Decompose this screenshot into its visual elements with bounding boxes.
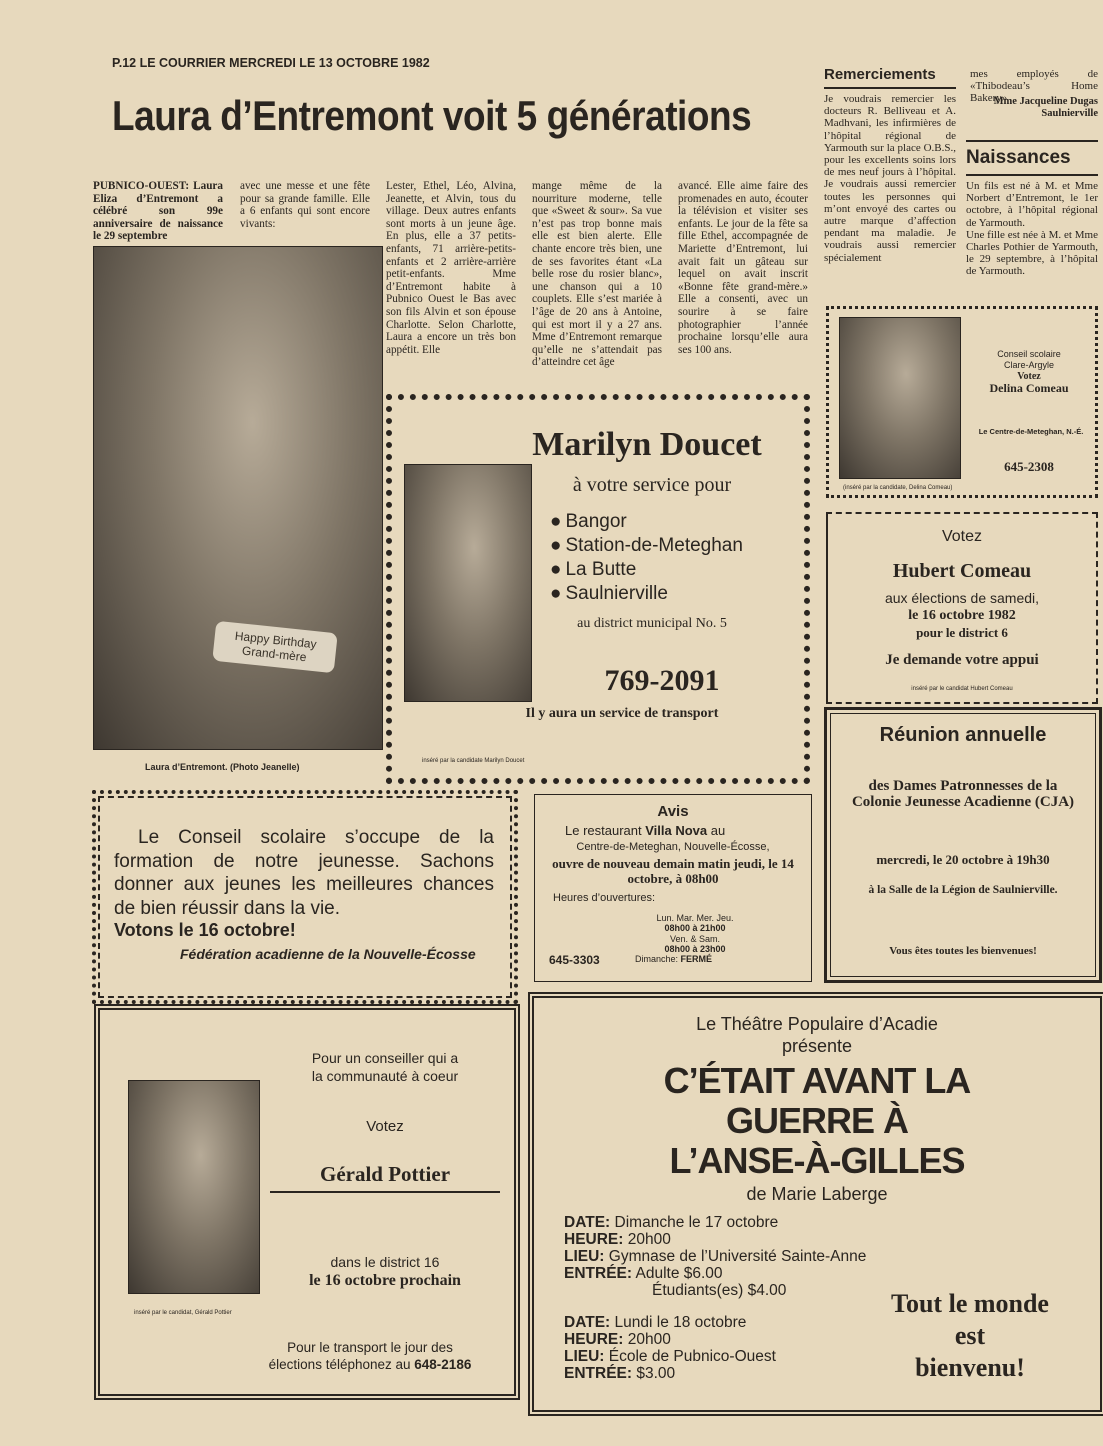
avis-line-1 [565,823,725,838]
gerald-intro-2: la communauté à coeur [311,1068,459,1084]
conseil-vote: Votons le 16 octobre! [114,920,296,940]
gerald-insert: inséré par le candidat, Gérald Pottier [134,1310,232,1316]
reunion-welcome: Vous êtes toutes les bienvenues! [889,945,1037,957]
gerald-intro-1: Pour un conseiller qui a [311,1050,459,1066]
theatre-show-2 [564,1314,776,1382]
delina-insert: (inséré par la candidate, Delina Comeau) [843,485,953,491]
gerald-photo [128,1080,260,1294]
avis-title: Avis [657,803,689,820]
marilyn-photo [404,464,532,702]
avis-hours-1: 08h00 à 21h00 [664,923,726,933]
s2-time: 20h00 [627,1331,671,1348]
article-column-1: PUBNICO-OUEST: Laura Eliza d’Entremont a célébré son 99e anniversaire de naissance le 29 septembre [93,180,223,243]
remerciements-continued: mes employés de «Thibodeau’s Home Bakery» [970,68,1098,104]
page-folio: P.12 LE COURRIER MERCREDI LE 13 OCTOBRE 1982 [112,56,430,70]
avis-reopen: ouvre de nouveau demain matin jeudi, le 14 octobre, à 08h00 [552,856,794,886]
s2-date-label: DATE: [564,1314,611,1331]
s2-date-line [564,1314,776,1331]
reunion-org: des Dames Patronnesses de la Colonie Jeunesse Acadienne (CJA) [851,778,1075,810]
theatre-presente: présente [781,1036,853,1056]
delina-ad [826,306,1098,498]
s1-price-label: ENTRÉE: [564,1265,633,1282]
theatre-welcome-3: bienvenu! [915,1353,1025,1382]
theatre-author: de Marie Laberge [746,1184,888,1204]
theatre-presenter: Le Théâtre Populaire d’Acadie [696,1014,938,1034]
marilyn-place-3: ● La Butte [550,558,743,582]
avis-line-1b: au [710,823,726,838]
s1-price: Adulte $6.00 [635,1265,723,1282]
article-headline: Laura d’Entremont voit 5 générations [112,92,752,139]
s2-price-label: ENTRÉE: [564,1365,633,1382]
avis-hours-title: Heures d’ouvertures: [553,892,656,904]
delina-name: Delina Comeau [989,381,1069,395]
s2-time-label: HEURE: [564,1331,624,1348]
hubert-appeal: Je demande votre appui [885,652,1039,668]
remerciements-signature: Mme Jacqueline Dugas Saulnierville [993,96,1098,119]
reunion-place: à la Salle de la Légion de Saulnierville. [868,884,1058,896]
reunion-ad [824,707,1102,983]
conseil-ad [92,790,518,1004]
gerald-district: dans le district 16 [330,1254,440,1270]
delina-place: Le Centre-de-Meteghan, N.-É. [978,427,1084,436]
avis-hours-2: 08h00 à 23h00 [664,944,726,954]
hubert-votez: Votez [941,528,983,545]
delina-org-1: Conseil scolaire [997,349,1061,359]
s1-time-line [564,1231,866,1248]
marilyn-insert: inséré par la candidate Marilyn Doucet [422,758,525,764]
marilyn-district: au district municipal No. 5 [577,616,727,631]
avis-days-1: Lun. Mar. Mer. Jeu. [656,913,734,923]
hubert-insert: inséré par le candidat Hubert Comeau [911,686,1013,692]
s1-price-2: Étudiants(es) $4.00 [652,1282,787,1299]
marilyn-place-1: ● Bangor [550,510,743,534]
s2-place-line [564,1348,776,1365]
s2-time-line [564,1331,776,1348]
delina-phone: 645-2308 [1004,459,1054,474]
reunion-title: Réunion annuelle [879,724,1047,746]
delina-photo [839,317,961,479]
s1-date-label: DATE: [564,1214,611,1231]
gerald-phone: 648-2186 [414,1357,472,1372]
s1-place-line [564,1248,866,1265]
s2-place: École de Pubnico-Ouest [608,1348,776,1365]
marilyn-places [550,510,743,606]
avis-closed: FERMÉ [680,954,713,964]
s2-price-line [564,1365,776,1382]
s1-time: 20h00 [627,1231,671,1248]
gerald-name: Gérald Pottier [270,1162,500,1193]
theatre-title-3: L’ANSE-À-GILLES [669,1140,965,1181]
avis-sunday [635,954,712,964]
delina-votez: Votez [1017,371,1041,382]
avis-sunday-label: Dimanche: [635,954,679,964]
marilyn-place-2: ● Station-de-Meteghan [550,534,743,558]
gerald-transport-1: Pour le transport le jour des [287,1340,453,1355]
remerciements-body: Je voudrais remercier les docteurs R. Belliveau et A. Madhvani, les infirmières de l’hôpital régional de Yarmouth sur la place O.B.S., pour les excellents soins lors de mes neuf jours à l’hôpital. Je voudrais aussi remercier toutes les personnes qui m’ont envoyé des cartes ou autre marque d’affection pendant ma maladie. Je voudrais aussi remercier spécialement [824,93,956,264]
s1-place-label: LIEU: [564,1248,605,1265]
avis-phone: 645-3303 [549,953,600,967]
theatre-title-2: GUERRE À [725,1100,909,1141]
article-column-4: mange même de la nourriture moderne, telle que «Sweet & sour». Sa vue n’est pas trop bonne mais elle est bien alerte. Elle chante encore très bien, une de ses favorites étant «La belle rose du rosier blanc», une chanson qui a 10 couplets. Elle s’est mariée à l’âge de 20 ans à Antoine, qui est mort il y a 27 ans. Mme d’Entremont remarque qu’elle ne s’attendait pas d’atteindre cet âge [532,180,662,369]
gerald-votez: Votez [366,1118,404,1135]
s1-price-line [564,1265,866,1282]
theatre-welcome-2: est [954,1321,986,1350]
laura-photo [93,246,383,750]
avis-restaurant: Villa Nova [645,823,708,838]
reunion-date: mercredi, le 20 octobre à 19h30 [876,852,1050,867]
avis-line-1-text: Le restaurant [565,823,642,838]
avis-line-2: Centre-de-Meteghan, Nouvelle-Écosse, [576,841,770,853]
s1-price2-line [564,1282,866,1299]
hubert-ad [826,512,1098,704]
marilyn-ad [386,394,810,784]
avis-ad [534,794,812,982]
theatre-welcome [850,1288,1090,1384]
naissances-birth-1: Un fils est né à M. et Mme Norbert d’Entremont, le 1er octobre, à l’hôpital régional de Yarmouth. [966,180,1098,229]
s2-price: $3.00 [636,1365,676,1382]
s2-place-label: LIEU: [564,1348,605,1365]
article-column-2: avec une messe et une fête pour sa grande famille. Elle a 6 enfants qui sont encore vivants: [240,180,370,230]
remerciements-title: Remerciements [824,66,956,89]
avis-days-2: Ven. & Sam. [669,934,721,944]
gerald-date: le 16 octobre prochain [309,1272,461,1289]
theatre-ad [528,992,1103,1416]
gerald-transport-2-text: élections téléphonez au [268,1357,411,1372]
remerciements-box [824,66,956,264]
marilyn-transport: Il y aura un service de transport [525,706,719,721]
hubert-line-2: le 16 octobre 1982 [908,608,1016,623]
delina-org-2: Clare-Argyle [1003,360,1054,370]
s1-date: Dimanche le 17 octobre [614,1214,779,1231]
hubert-line-3: pour le district 6 [916,625,1008,640]
article-column-3: Lester, Ethel, Léo, Alvina, Jeanette, et Alvin, tous du village. Deux autres enfants sont morts à un jeune âge. En plus, elle a 37 petits-enfants, 71 arrière-petits-enfants et 2 arrière-arrière petit-enfants. Mme d’Entremont habite à Pubnico Ouest le Bas avec son fils Alvin et son épouse Charlotte. Selon Charlotte, Laura a encore un très bon appétit. Elle [386,180,516,356]
marilyn-name: Marilyn Doucet [532,426,762,463]
gerald-transport-2 [220,1357,520,1372]
theatre-welcome-1: Tout le monde [891,1289,1049,1318]
photo-caption: Laura d’Entremont. (Photo Jeanelle) [145,762,300,772]
marilyn-place-4: ● Saulnierville [550,582,743,606]
naissances-birth-2: Une fille est née à M. et Mme Charles Pothier de Yarmouth, le 29 septembre, à l’hôpital de Yarmouth. [966,228,1098,278]
theatre-show-1 [564,1214,866,1299]
s2-date: Lundi le 18 octobre [614,1314,747,1331]
naissances-title: Naissances [966,140,1098,176]
hubert-name: Hubert Comeau [892,560,1032,582]
s1-time-label: HEURE: [564,1231,624,1248]
article-column-5: avancé. Elle aime faire des promenades en auto, écouter la télévision et visiter ses enfants. Le jour de la fête sa fille Ethel, accompagnée de Mariette d’Entremont, lui avait fait un gâteau sur lequel on avait inscrit «Bonne fête grand-mère.» Elle a consenti, avec un sourire à se faire photographier l’année prochaine lorsqu’elle aura ses 100 ans. [678,180,808,356]
hubert-line-1: aux élections de samedi, [884,590,1040,606]
marilyn-service: à votre service pour [572,474,732,496]
marilyn-phone: 769-2091 [604,664,720,697]
naissances-box [966,140,1098,278]
theatre-title-1: C’ÉTAIT AVANT LA [663,1060,971,1101]
gerald-ad [94,1004,520,1400]
s1-date-line [564,1214,866,1231]
conseil-org: Fédération acadienne de la Nouvelle-Écosse [180,946,476,962]
cake-text: Happy Birthday Grand-mère [212,621,338,674]
s1-place: Gymnase de l’Université Sainte-Anne [608,1248,867,1265]
conseil-body: Le Conseil scolaire s’occupe de la formation de notre jeunesse. Sachons donner aux jeunes les meilleures chances de bien réussir dans la vie. [114,827,494,919]
